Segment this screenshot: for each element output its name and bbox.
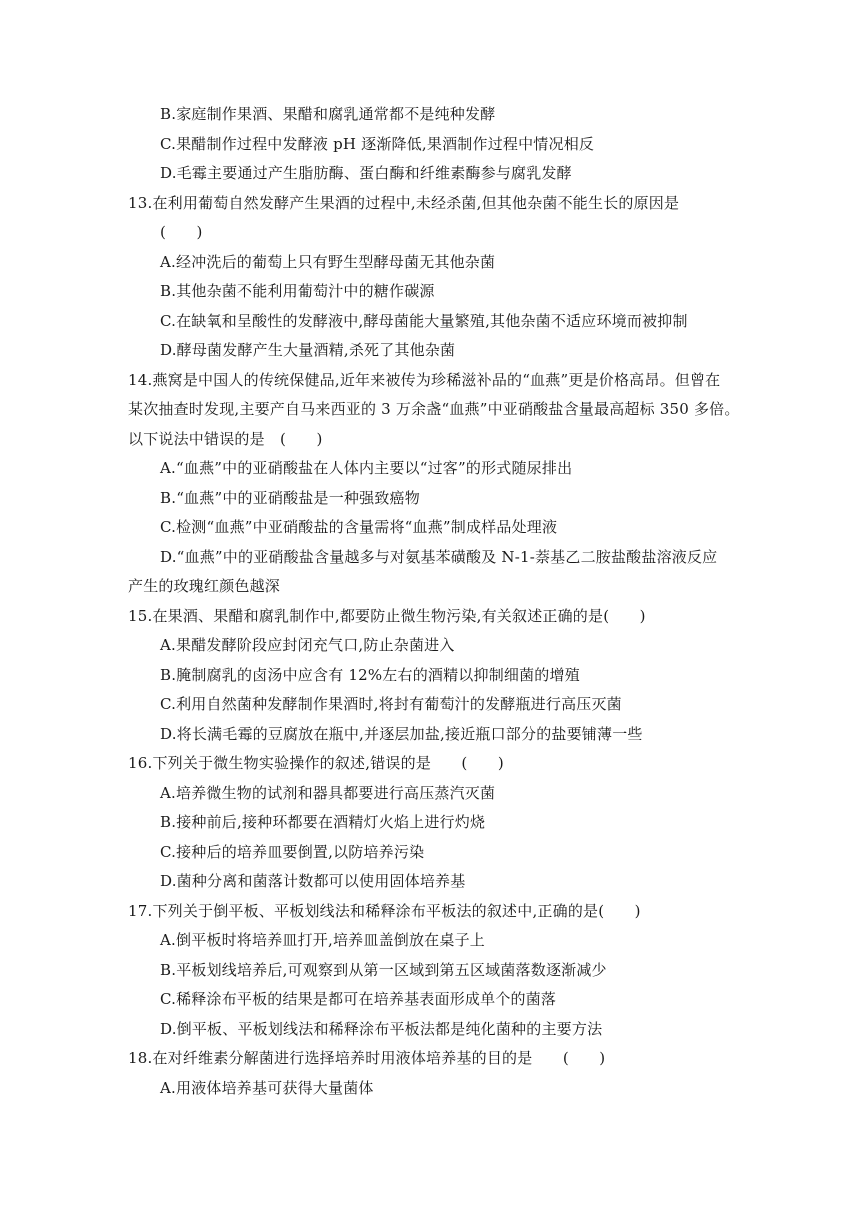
question-13-option-b: B.其他杂菌不能利用葡萄汁中的糖作碳源 [160,282,435,300]
question-16-option-a: A.培养微生物的试剂和器具都要进行高压蒸汽灭菌 [160,784,496,802]
question-15-option-b: B.腌制腐乳的卤汤中应含有 12%左右的酒精以抑制细菌的增殖 [160,666,580,684]
question-17-option-b: B.平板划线培养后,可观察到从第一区域到第五区域菌落数逐渐减少 [160,961,607,979]
question-18-option-a: A.用液体培养基可获得大量菌体 [160,1079,374,1097]
prev-option-d: D.毛霉主要通过产生脂肪酶、蛋白酶和纤维素酶参与腐乳发酵 [160,164,572,182]
question-16-option-c: C.接种后的培养皿要倒置,以防培养污染 [160,843,425,861]
question-16-option-d: D.菌种分离和菌落计数都可以使用固体培养基 [160,872,466,890]
question-14-option-d: D.“血燕”中的亚硝酸盐含量越多与对氨基苯磺酸及 N-1-萘基乙二胺盐酸盐溶液反应 [160,548,718,566]
question-16-stem: 16.下列关于微生物实验操作的叙述,错误的是 ( ) [128,754,504,772]
question-14-option-c: C.检测“血燕”中亚硝酸盐的含量需将“血燕”制成样品处理液 [160,518,558,536]
prev-option-b: B.家庭制作果酒、果醋和腐乳通常都不是纯种发酵 [160,105,496,123]
question-13-option-d: D.酵母菌发酵产生大量酒精,杀死了其他杂菌 [160,341,456,359]
question-13-option-c: C.在缺氧和呈酸性的发酵液中,酵母菌能大量繁殖,其他杂菌不适应环境而被抑制 [160,312,688,330]
question-14-stem-line-1: 14.燕窝是中国人的传统保健品,近年来被传为珍稀滋补品的“血燕”更是价格高昂。但曾在 [128,371,721,389]
question-14-option-d-continued: 产生的玫瑰红颜色越深 [128,577,281,595]
question-17-option-d: D.倒平板、平板划线法和稀释涂布平板法都是纯化菌种的主要方法 [160,1020,603,1038]
question-13-blank: ( ) [160,223,203,241]
question-15-option-c: C.利用自然菌种发酵制作果酒时,将封有葡萄汁的发酵瓶进行高压灭菌 [160,695,622,713]
question-15-option-a: A.果醋发酵阶段应封闭充气口,防止杂菌进入 [160,636,455,654]
question-17-option-a: A.倒平板时将培养皿打开,培养皿盖倒放在桌子上 [160,931,485,949]
question-13-stem: 13.在利用葡萄自然发酵产生果酒的过程中,未经杀菌,但其他杂菌不能生长的原因是 [128,194,680,212]
question-13-option-a: A.经冲洗后的葡萄上只有野生型酵母菌无其他杂菌 [160,253,496,271]
question-14-option-a: A.“血燕”中的亚硝酸盐在人体内主要以“过客”的形式随尿排出 [160,459,573,477]
question-14-stem-line-2: 某次抽查时发现,主要产自马来西亚的 3 万余盏“血燕”中亚硝酸盐含量最高超标 350 多倍。 [128,400,740,418]
question-16-option-b: B.接种前后,接种环都要在酒精灯火焰上进行灼烧 [160,813,486,831]
prev-option-c: C.果醋制作过程中发酵液 pH 逐渐降低,果酒制作过程中情况相反 [160,135,595,153]
question-14-option-b: B.“血燕”中的亚硝酸盐是一种强致癌物 [160,489,420,507]
question-17-stem: 17.下列关于倒平板、平板划线法和稀释涂布平板法的叙述中,正确的是( ) [128,902,641,920]
question-15-stem: 15.在果酒、果醋和腐乳制作中,都要防止微生物污染,有关叙述正确的是( ) [128,607,646,625]
question-17-option-c: C.稀释涂布平板的结果是都可在培养基表面形成单个的菌落 [160,990,557,1008]
question-15-option-d: D.将长满毛霉的豆腐放在瓶中,并逐层加盐,接近瓶口部分的盐要铺薄一些 [160,725,643,743]
question-18-stem: 18.在对纤维素分解菌进行选择培养时用液体培养基的目的是 ( ) [128,1049,606,1067]
question-14-stem-line-3: 以下说法中错误的是 ( ) [128,430,323,448]
